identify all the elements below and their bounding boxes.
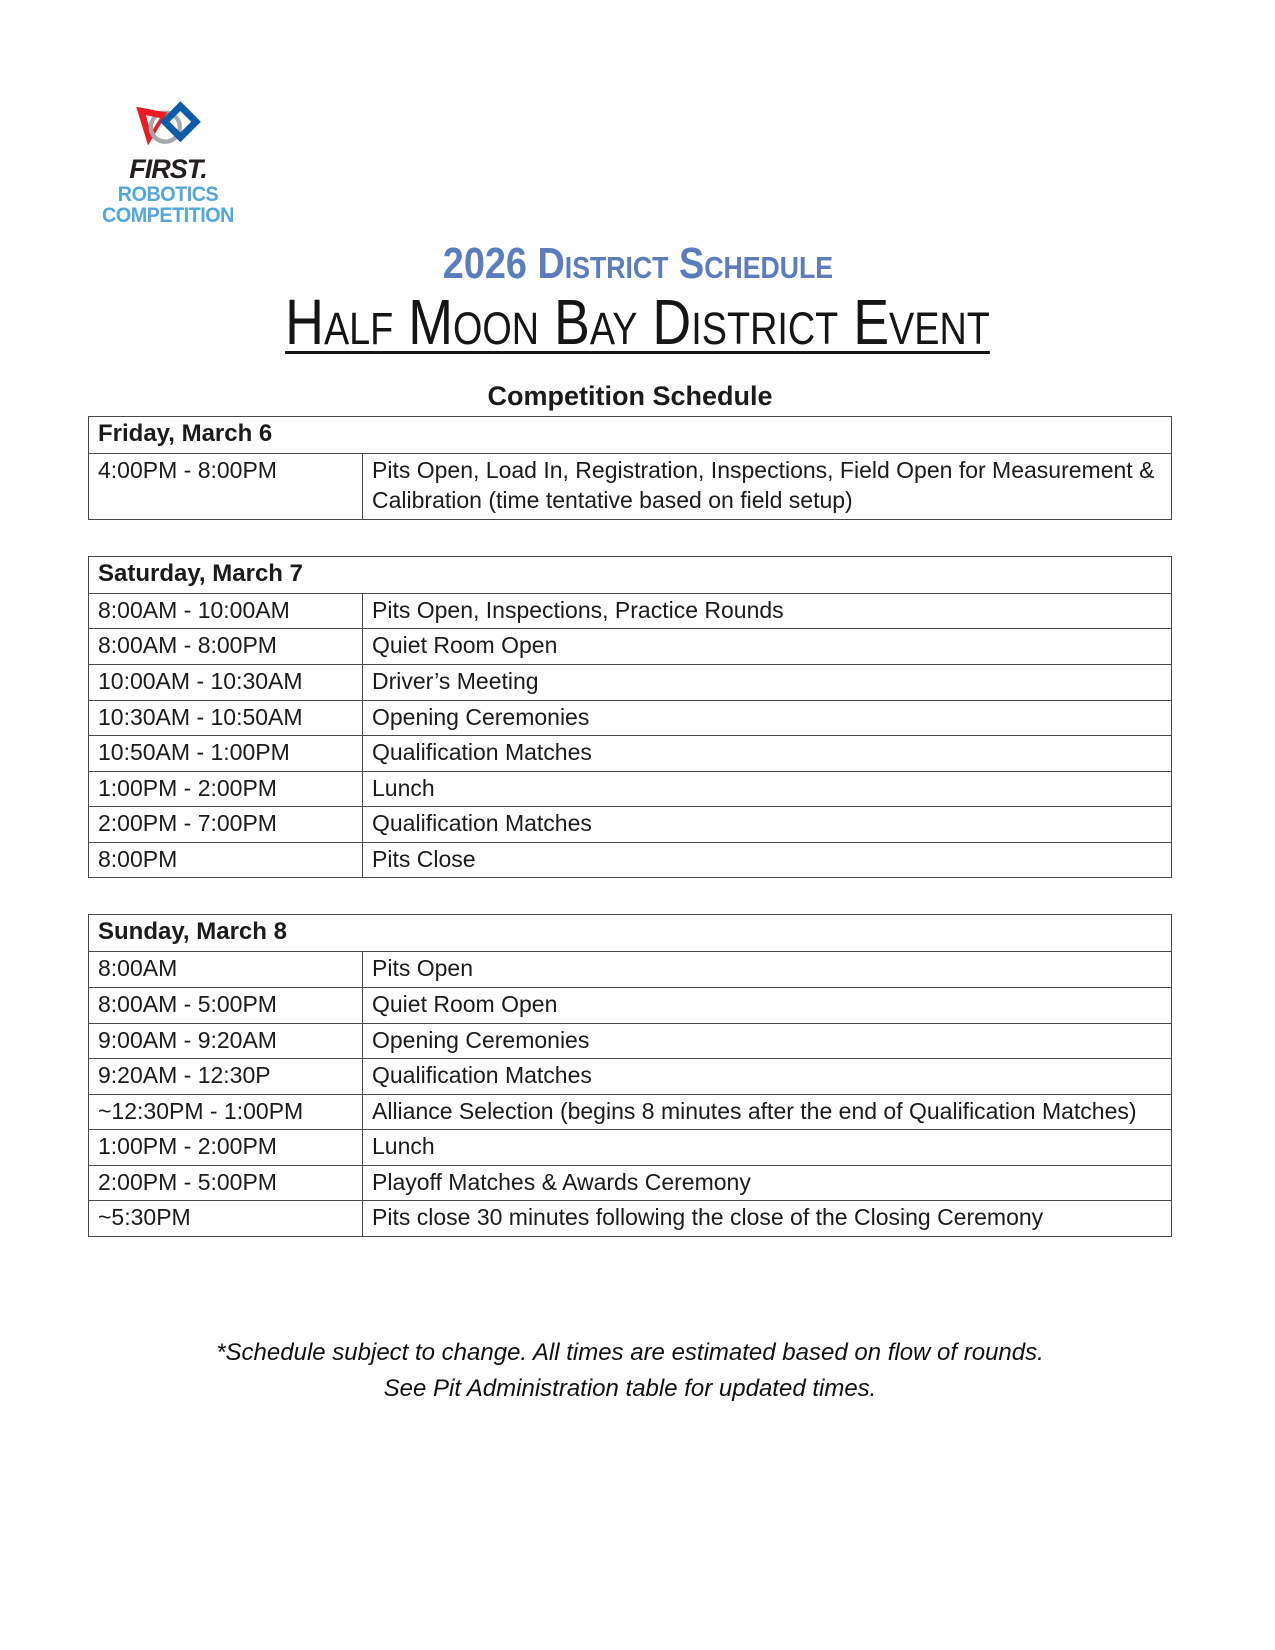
- logo-text-robotics: ROBOTICS: [117, 182, 219, 206]
- first-robotics-logo: [88, 98, 248, 226]
- time-cell: 8:00AM - 8:00PM: [89, 629, 363, 665]
- day-header: Sunday, March 8: [89, 915, 1172, 952]
- sunday-schedule-table: [88, 914, 1172, 1237]
- time-cell: 10:00AM - 10:30AM: [89, 665, 363, 701]
- logo-text-competition: COMPETITION: [102, 203, 234, 227]
- schedule-footnote: [88, 1335, 1172, 1407]
- day-header: Saturday, March 7: [89, 556, 1172, 593]
- activity-cell: Lunch: [363, 1130, 1172, 1166]
- activity-cell: Playoff Matches & Awards Ceremony: [363, 1165, 1172, 1201]
- day-header-row: [89, 556, 1172, 593]
- time-cell: 8:00AM - 10:00AM: [89, 593, 363, 629]
- table-row: [89, 1201, 1172, 1237]
- table-row: [89, 1023, 1172, 1059]
- footnote-line-2: See Pit Administration table for updated times.: [383, 1375, 877, 1403]
- time-cell: 8:00AM: [89, 952, 363, 988]
- table-row: [89, 952, 1172, 988]
- time-cell: 9:00AM - 9:20AM: [89, 1023, 363, 1059]
- time-cell: 2:00PM - 5:00PM: [89, 1165, 363, 1201]
- table-row: [89, 842, 1172, 878]
- table-row: [89, 1094, 1172, 1130]
- activity-cell: Quiet Room Open: [363, 987, 1172, 1023]
- logo-text-first: FIRST.: [129, 154, 207, 184]
- time-cell: 10:30AM - 10:50AM: [89, 700, 363, 736]
- footnote-line-1: *Schedule subject to change. All times are estimated based on flow of rounds.: [216, 1339, 1044, 1367]
- table-row: [89, 700, 1172, 736]
- schedule-section: [88, 380, 1172, 1408]
- table-row: [89, 771, 1172, 807]
- activity-cell: Qualification Matches: [363, 736, 1172, 772]
- activity-cell: Qualification Matches: [363, 1059, 1172, 1095]
- time-cell: 9:20AM - 12:30P: [89, 1059, 363, 1095]
- day-schedule-table: [88, 914, 1172, 1237]
- table-row: [89, 1130, 1172, 1166]
- time-cell: 1:00PM - 2:00PM: [89, 1130, 363, 1166]
- document-subtitle: 2026 District Schedule: [442, 239, 833, 288]
- activity-cell: Qualification Matches: [363, 807, 1172, 843]
- table-row: [89, 665, 1172, 701]
- day-header: Friday, March 6: [89, 416, 1172, 453]
- activity-cell: Pits Close: [363, 842, 1172, 878]
- activity-cell: Driver’s Meeting: [363, 665, 1172, 701]
- logo-ring-overlap: [151, 127, 166, 142]
- time-cell: 8:00AM - 5:00PM: [89, 987, 363, 1023]
- day-header-row: [89, 915, 1172, 952]
- time-cell: ~12:30PM - 1:00PM: [89, 1094, 363, 1130]
- day-schedule-table: [88, 556, 1172, 879]
- activity-cell: Quiet Room Open: [363, 629, 1172, 665]
- activity-cell: Pits close 30 minutes following the close of the Closing Ceremony: [363, 1201, 1172, 1237]
- section-title: Competition Schedule: [487, 380, 773, 411]
- table-row: [89, 629, 1172, 665]
- time-cell: 1:00PM - 2:00PM: [89, 771, 363, 807]
- table-row: [89, 987, 1172, 1023]
- time-cell: 8:00PM: [89, 842, 363, 878]
- table-row: [89, 1165, 1172, 1201]
- day-schedule-table: [88, 416, 1172, 520]
- table-row: [89, 736, 1172, 772]
- table-row: [89, 1059, 1172, 1095]
- document-title: Half Moon Bay District Event: [285, 286, 990, 359]
- table-row: [89, 453, 1172, 519]
- time-cell: 4:00PM - 8:00PM: [89, 453, 363, 519]
- table-row: [89, 593, 1172, 629]
- activity-cell: Lunch: [363, 771, 1172, 807]
- table-row: [89, 807, 1172, 843]
- time-cell: 10:50AM - 1:00PM: [89, 736, 363, 772]
- activity-cell: Pits Open: [363, 952, 1172, 988]
- activity-cell: Pits Open, Load In, Registration, Inspections, Field Open for Measurement & Calibration (time tentative based on field setup): [363, 453, 1172, 519]
- time-cell: 2:00PM - 7:00PM: [89, 807, 363, 843]
- activity-cell: Pits Open, Inspections, Practice Rounds: [363, 593, 1172, 629]
- saturday-schedule-table: [88, 556, 1172, 879]
- activity-cell: Opening Ceremonies: [363, 700, 1172, 736]
- friday-schedule-table: [88, 416, 1172, 520]
- first-robotics-logo-mark: [133, 98, 203, 152]
- time-cell: ~5:30PM: [89, 1201, 363, 1237]
- activity-cell: Opening Ceremonies: [363, 1023, 1172, 1059]
- activity-cell: Alliance Selection (begins 8 minutes after the end of Qualification Matches): [363, 1094, 1172, 1130]
- day-header-row: [89, 416, 1172, 453]
